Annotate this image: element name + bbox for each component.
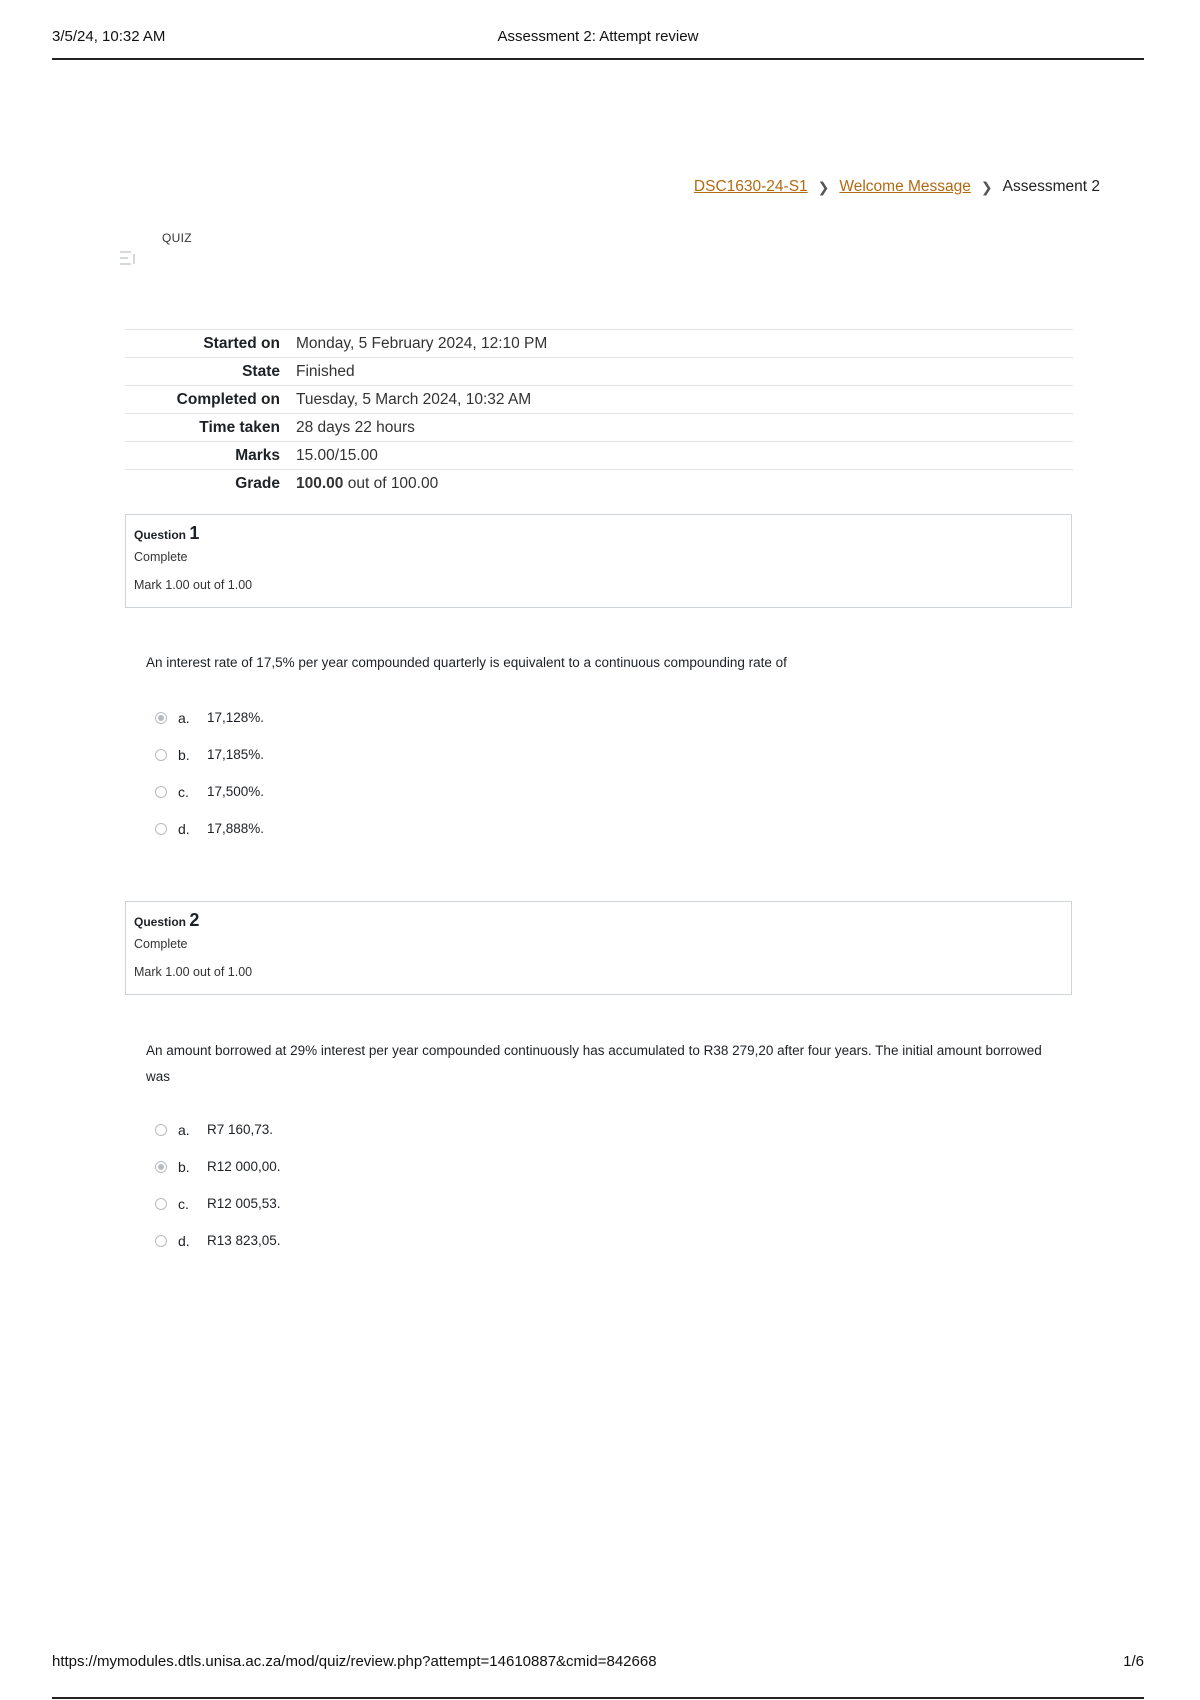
radio-button[interactable] (155, 786, 167, 798)
question-number (134, 910, 1063, 931)
print-date: 3/5/24, 10:32 AM (52, 28, 166, 45)
question-state: Complete (134, 550, 188, 564)
question-grade: Mark 1.00 out of 1.00 (134, 965, 253, 979)
breadcrumb-link-welcome[interactable]: Welcome Message (839, 178, 971, 195)
summary-value: Finished (296, 362, 355, 380)
answer-letter: b. (178, 746, 190, 763)
question-label: Question (134, 528, 187, 542)
answer-option[interactable] (155, 736, 264, 773)
question-info-box (125, 901, 1072, 995)
radio-button[interactable] (155, 823, 167, 835)
breadcrumb-link-course[interactable]: DSC1630-24-S1 (693, 178, 808, 195)
chevron-right-icon: ❯ (980, 178, 993, 195)
answer-letter: c. (178, 783, 189, 800)
radio-button[interactable] (155, 1161, 167, 1173)
print-title: Assessment 2: Attempt review (497, 28, 699, 45)
answer-letter: a. (178, 1121, 190, 1138)
radio-button[interactable] (155, 1198, 167, 1210)
summary-label: Grade (235, 474, 280, 492)
grade-out-of: out of 100.00 (343, 474, 439, 492)
question-info-box (125, 514, 1072, 608)
answer-letter: a. (178, 709, 190, 726)
summary-label: Completed on (176, 390, 280, 408)
radio-button[interactable] (155, 1124, 167, 1136)
page-number: 1/6 (1123, 1653, 1144, 1670)
breadcrumb (694, 178, 1100, 196)
answer-option[interactable] (155, 699, 264, 736)
answer-option[interactable] (155, 1111, 281, 1148)
summary-label: Time taken (199, 418, 280, 436)
answer-text: 17,185%. (207, 747, 265, 762)
summary-value: 28 days 22 hours (296, 418, 415, 436)
print-header (52, 26, 1144, 60)
answer-text: 17,128%. (207, 710, 265, 725)
summary-value: Monday, 5 February 2024, 12:10 PM (296, 334, 548, 352)
answer-option[interactable] (155, 773, 264, 810)
summary-row-grade (125, 470, 1073, 498)
summary-row-started (125, 330, 1073, 358)
summary-row-marks (125, 442, 1073, 470)
breadcrumb-current: Assessment 2 (1002, 178, 1100, 195)
answer-list (155, 1111, 281, 1259)
answer-letter: c. (178, 1195, 189, 1212)
answer-text: R13 823,05. (207, 1233, 281, 1248)
question-label: Question (134, 915, 187, 929)
summary-label: Started on (203, 334, 280, 352)
answer-list (155, 699, 264, 847)
answer-letter: d. (178, 820, 190, 837)
answer-text: R7 160,73. (207, 1122, 274, 1137)
answer-option[interactable] (155, 810, 264, 847)
answer-option[interactable] (155, 1222, 281, 1259)
radio-button[interactable] (155, 712, 167, 724)
answer-text: 17,500%. (207, 784, 265, 799)
attempt-summary-table (125, 329, 1073, 497)
quiz-icon (118, 248, 140, 270)
question-text: An interest rate of 17,5% per year compounded quarterly is equivalent to a continuous compounding rate of (146, 655, 787, 670)
question-number-value: 2 (189, 910, 200, 930)
question-state: Complete (134, 937, 188, 951)
summary-value (288, 470, 1073, 498)
page-url: https://mymodules.dtls.unisa.ac.za/mod/quiz/review.php?attempt=14610887&cmid=842668 (52, 1653, 657, 1670)
answer-option[interactable] (155, 1148, 281, 1185)
question-grade: Mark 1.00 out of 1.00 (134, 578, 253, 592)
answer-text: R12 005,53. (207, 1196, 281, 1211)
print-footer (52, 1651, 1144, 1699)
answer-letter: d. (178, 1232, 190, 1249)
answer-text: 17,888%. (207, 821, 265, 836)
chevron-right-icon: ❯ (817, 178, 830, 195)
grade-value: 100.00 (296, 474, 344, 492)
question-text: An amount borrowed at 29% interest per year compounded continuously has accumulated to R38 279,20 after four years. The initial amount borrowed was (146, 1043, 1042, 1084)
question-number-value: 1 (189, 523, 200, 543)
radio-button[interactable] (155, 749, 167, 761)
summary-row-state (125, 358, 1073, 386)
summary-value: 15.00/15.00 (296, 446, 378, 464)
radio-button[interactable] (155, 1235, 167, 1247)
answer-option[interactable] (155, 1185, 281, 1222)
question-number (134, 523, 1063, 544)
summary-row-completed (125, 386, 1073, 414)
summary-row-time-taken (125, 414, 1073, 442)
summary-label: State (242, 362, 280, 380)
summary-label: Marks (235, 446, 280, 464)
activity-type-label: QUIZ (162, 231, 192, 245)
answer-letter: b. (178, 1158, 190, 1175)
answer-text: R12 000,00. (207, 1159, 281, 1174)
summary-value: Tuesday, 5 March 2024, 10:32 AM (296, 390, 532, 408)
